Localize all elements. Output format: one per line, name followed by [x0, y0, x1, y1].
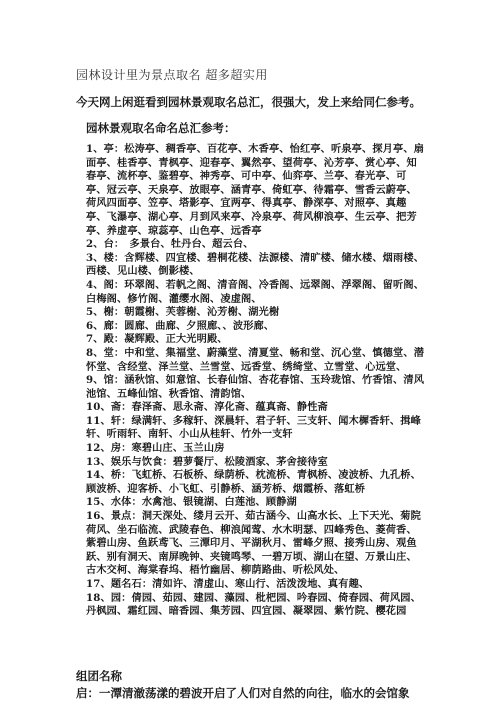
entry-inscribed-stone: 17、题名石：清如许、清虚山、寒山行、活泼泼地、真有趣、 — [86, 578, 370, 590]
entry-lodge: 9、馆：涵秋馆、如意馆、长春仙馆、杏花春馆、玉玲珑馆、竹香馆、清风池馆、五峰仙馆、秋香馆、清韵馆、 — [86, 374, 425, 400]
intro-paragraph: 今天网上闲逛看到园林景观取名总汇，很强大，发上来给同仁参考。 — [76, 95, 421, 109]
entry-studio: 10、斋：春泽斋、思永斋、淳化斋、蕴真斋、静性斋 — [86, 401, 328, 414]
entry-terrace: 2、台： 多景台、牡丹台、超云台、 — [86, 238, 254, 251]
entry-main-hall: 8、堂：中和堂、集福堂、蔚藻堂、清夏堂、畅和堂、沉心堂、慎德堂、潜怀堂、含经堂、泽兰堂、兰雪堂、远香堂、绣绮堂、立雪堂、心远堂、 — [86, 346, 425, 373]
entry-waterside-pavilion: 5、榭：朝霞榭、芙蓉榭、沁芳榭、湖光榭 — [86, 306, 280, 319]
entry-leisure-dining: 13、娱乐与饮食：碧萝餐厅、松陵酒家、茅舍接待室 — [86, 455, 328, 468]
document-title: 园林设计里为景点取名 超多超实用 — [76, 68, 268, 82]
entry-house: 12、房：寒碧山庄、玉兰山房 — [86, 442, 225, 455]
entry-hall: 7、殿：凝辉殿、正大光明殿、 — [86, 333, 228, 346]
entry-bridge: 14、桥：飞虹桥、石板桥、绿荫桥、枕流桥、青枫桥、凌波桥、九孔桥、顾波桥、迎客桥、小飞虹、引静桥、涵芳桥、烟霞桥、落虹桥 — [86, 469, 421, 495]
entry-veranda: 11、轩：绿满轩、多稼轩、深晨轩、君子轩、三支轩、闻木樨香轩、揖峰轩、听雨轩、南轩、小山从桂轩、竹外一支轩 — [86, 414, 421, 441]
entry-attic: 4、阁：环翠阁、若帆之阁、清音阁、冷香阁、远翠阁、浮翠阁、留听阁、白梅阁、修竹阁、灌缨水阁、凌虚阁、 — [86, 278, 425, 305]
entry-scenic-spot: 16、景点：洞天深处、缕月云开、茹古涵今、山高水长、上下天光、菊院荷风、坐石临流、武陵春色、柳浪闻莺、水木明瑟、四峰秀色、菱荷香、紫碧山房、鱼跃鸢飞、三潭印月、平湖秋月、雷峰夕照、接秀山房、观鱼跃、别有洞天、南屏晚钟、夹镜鸣琴、一碧万顷、湖山在望、万景山庄、古木交柯、海棠春坞、梧竹幽居、柳荫路曲、听松风处、 — [86, 510, 421, 577]
entry-garden: 18、园：倩园、茹园、建园、藻园、枇杷园、吟春园、倚春园、荷风园、丹枫园、霜红园、暗香园、集芳园、四宜园、凝翠园、紫竹院、樱花园 — [86, 591, 421, 618]
closing-line: 启：一潭清澈荡漾的碧波开启了人们对自然的向往，临水的会馆象 — [76, 686, 410, 700]
entry-water-body: 15、水体：水禽池、银镜湖、白莲池、顾静湖 — [86, 496, 297, 509]
entry-pavilion: 1、亭：松涛亭、稠香亭、百花亭、木香亭、怡红亭、听泉亭、探月亭、扇面亭、桂香亭、青枫亭、迎春亭、翼然亭、望荷亭、沁芳亭、赏心亭、知春亭、流杯亭、鉴碧亭、神秀亭、可中亭、仙弈亭、兰亭、春光亭、可亭、冠云亭、天泉亭、放眼亭、涵青亭、倚虹亭、待霜亭、雪香云蔚亭、荷风四面亭、笠亭、塔影亭、宜两亭、得真亭、静深亭、对照亭、真趣亭、飞瀑亭、湖心亭、月到风来亭、冷泉亭、荷风柳浪亭、生云亭、把芳亭、养虚亭、琼蕊亭、山色亭、远香亭 — [86, 143, 425, 237]
naming-entries-list — [86, 143, 426, 619]
entry-corridor: 6、廊：圆廊、曲廊、夕照廊、、波形廊、 — [86, 319, 275, 332]
entry-tower: 3、楼：含辉楼、四宜楼、碧桐花楼、法源楼、清旷楼、储水楼、烟雨楼、西楼、见山楼、倒影楼、 — [86, 251, 425, 278]
group-names-heading: 组团名称 — [76, 669, 122, 683]
section-heading: 园林景观取名命名总汇参考： — [86, 121, 236, 135]
